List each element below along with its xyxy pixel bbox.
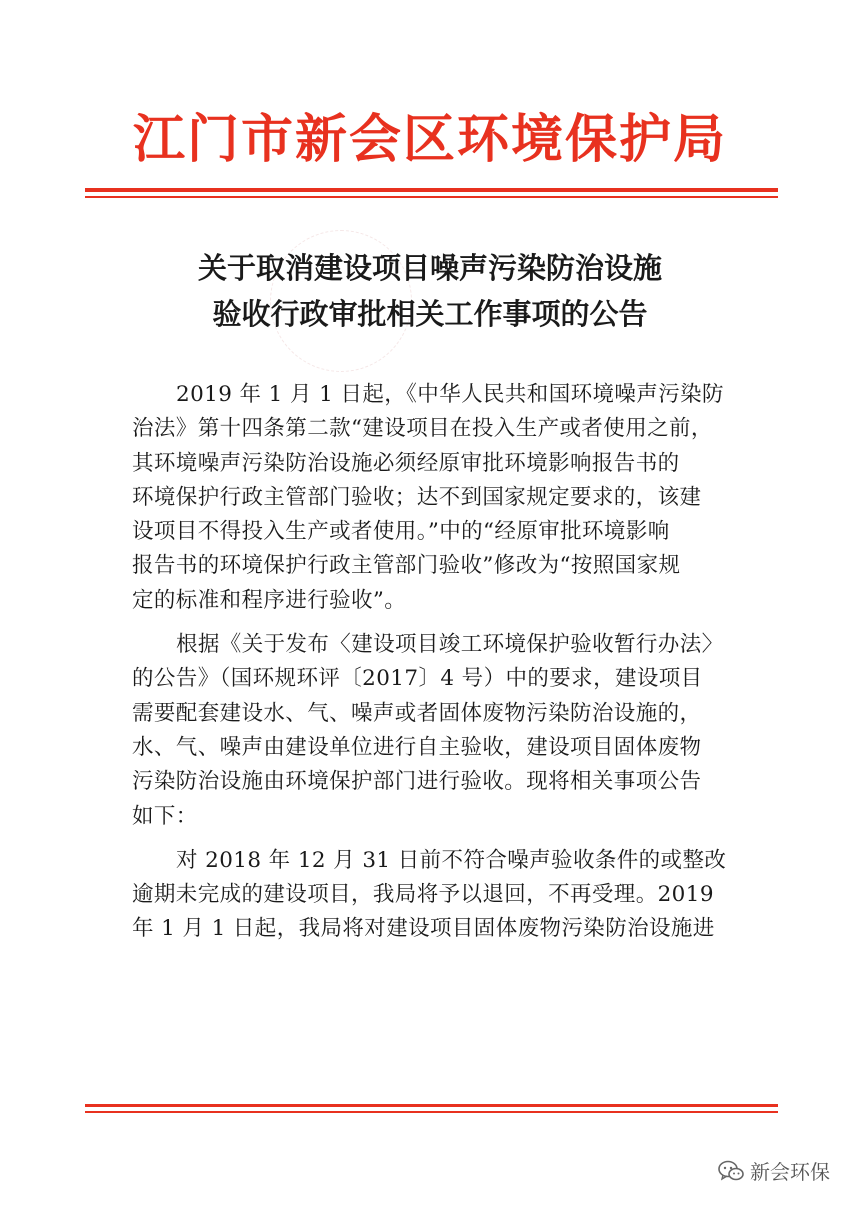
text-line: 治法》第十四条第二款“建设项目在投入生产或者使用之前， [132,416,713,442]
header-red-rule-thick [85,188,778,192]
paragraph-1 [132,378,744,618]
text-line: 水、气、噪声由建设单位进行自主验收，建设项目固体废物 [132,734,702,760]
text-line: 污染防治设施由环境保护部门进行验收。现将相关事项公告 [132,769,702,795]
text-line: 2019 年 1 月 1 日起，《中华人民共和国环境噪声污染防 [176,382,724,407]
paragraph-3 [132,844,744,947]
document-body [132,378,744,947]
paragraph-2 [132,628,744,834]
text-line: 年 1 月 1 日起，我局将对建设项目固体废物污染防治设施进 [132,916,715,942]
wechat-watermark [718,1156,830,1185]
title-line-1: 关于取消建设项目噪声污染防治设施 [197,251,662,285]
footer-red-rule-thin [85,1111,778,1113]
text-line: 需要配套建设水、气、噪声或者固体废物污染防治设施的， [132,700,702,726]
text-line: 逾期未完成的建设项目，我局将予以退回，不再受理。2019 [132,882,714,908]
wechat-icon [718,1160,744,1182]
text-line: 环境保护行政主管部门验收；达不到国家规定要求的，该建 [132,484,702,510]
organization-header: 江门市新会区环境保护局 [132,109,727,170]
document-title [120,245,740,337]
text-line: 的公告》（国环规环评〔2017〕4 号）中的要求，建设项目 [132,666,703,692]
header-red-rule-thin [85,196,778,198]
text-line: 定的标准和程序进行验收”。 [132,587,407,613]
watermark-text: 新会环保 [750,1160,830,1184]
text-line: 设项目不得投入生产或者使用。”中的“经原审批环境影响 [132,519,670,545]
footer-red-rule-thick [85,1104,778,1107]
title-line-2: 验收行政审批相关工作事项的公告 [212,297,648,331]
text-line: 报告书的环境保护行政主管部门验收”修改为“按照国家规 [132,553,681,579]
text-line: 对 2018 年 12 月 31 日前不符合噪声验收条件的或整改 [176,847,727,873]
text-line: 根据《关于发布〈建设项目竣工环境保护验收暂行办法〉 [176,632,724,658]
text-line: 如下： [132,803,198,829]
text-line: 其环境噪声污染防治设施必须经原审批环境影响报告书的 [132,450,680,476]
